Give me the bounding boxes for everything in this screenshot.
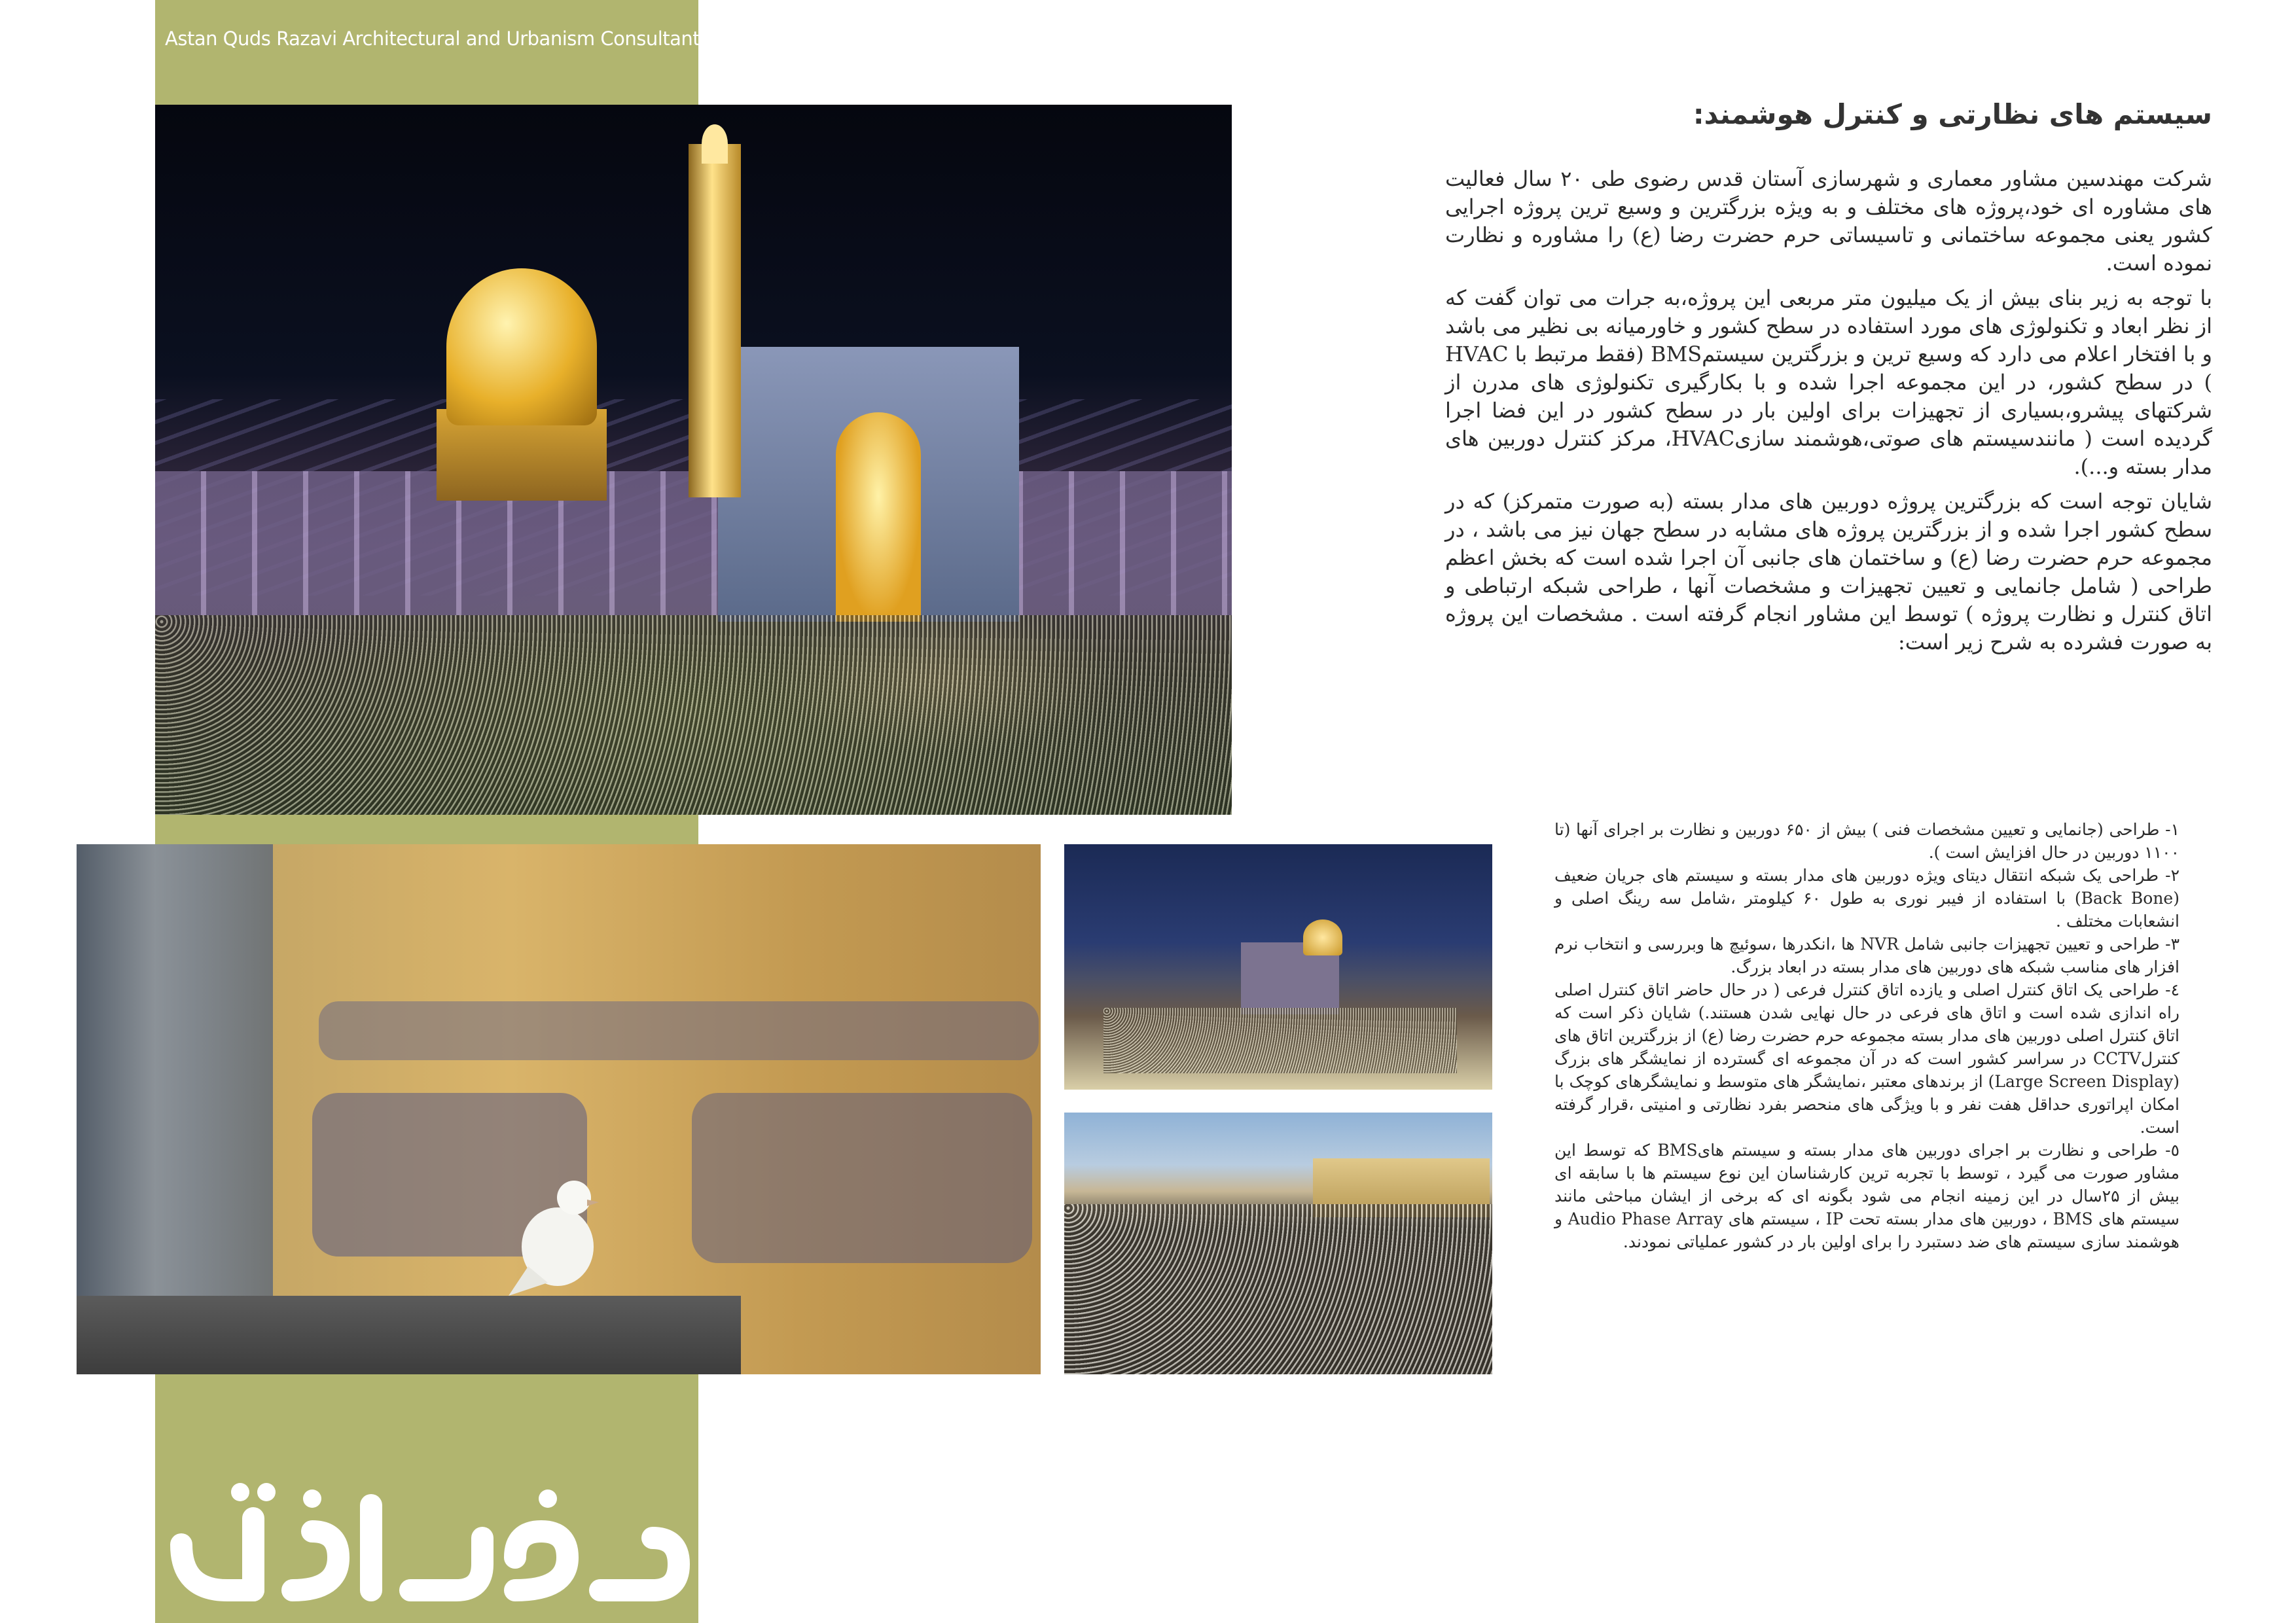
golden-minaret xyxy=(689,144,741,497)
prayer-crowd-photo xyxy=(1064,1113,1492,1374)
intro-text xyxy=(1445,165,2212,663)
dome-calligraphy-panel-right xyxy=(692,1093,1032,1263)
golden-arch xyxy=(836,412,921,622)
top-color-band xyxy=(155,0,698,105)
stone-ledge xyxy=(77,1296,741,1374)
dove-dome-photo xyxy=(77,844,1041,1374)
shrine-night-photo xyxy=(155,105,1232,815)
blurred-minaret xyxy=(77,844,273,1374)
specification-list xyxy=(1554,818,2179,1253)
courtyard-dome xyxy=(1303,919,1342,955)
middle-color-band xyxy=(155,812,698,846)
firm-name: Astan Quds Razavi Architectural and Urbanism Consultant Engineers xyxy=(165,27,797,50)
list-item: ۲- طراحی یک شبکه انتقال دیتای ویژه دوربین های مدار بسته و سیستم های جریان ضعیف (Back Bone) با استفاده از فیبر نوری به طول ۶۰ کیلومتر ،شامل سه رینگ اصلی و انشعابات مختلف . xyxy=(1554,866,2179,931)
quds-razavi-logo xyxy=(155,1466,698,1610)
list-item: ۱- طراحی (جانمایی و تعیین مشخصات فنی ) بیش از ۶۵۰ دوربین و نظارت بر اجرای آنها (تا ۱۱۰۰ دوربین در حال افزایش است ). xyxy=(1554,820,2179,862)
article-heading: سیستم های نظارتی و کنترل هوشمند: xyxy=(1693,98,2212,130)
paragraph: شرکت مهندسین مشاور معماری و شهرسازی آستان قدس رضوی طی ۲۰ سال فعالیت های مشاوره ای خود،پروژه های مختلف و به ویژه بزرگترین و وسیع ترین پروژه اجرایی کشور یعنی مجموعه ساختمانی و تاسیساتی حرم حضرت رضا (ع) را مشاوره و نظارت نموده است. xyxy=(1445,166,2213,276)
dome-calligraphy-band xyxy=(319,1001,1039,1060)
dove-icon xyxy=(502,1168,607,1299)
paragraph: شایان توجه است که بزرگترین پروژه دوربین های مدار بسته (به صورت متمرکز) که در سطح کشور اجرا شده و از بزرگترین پروژه های مشابه در سطح جهان نیز می باشد ، در مجموعه حرم حضرت رضا (ع) و ساختمان های جانبی آن اجرا شده است که بخش اعظم طراحی ( شامل جانمایی و تعیین تجهیزات و مشخصات آنها ، طراحی شبکه ارتباطی و اتاق کنترل و نظارت پروژه ) توسط این مشاور انجام گرفته است . مشخصات این پروژه به صورت فشرده به شرح زیر است: xyxy=(1445,489,2213,654)
prayer-crowd xyxy=(1064,1204,1492,1374)
paragraph: با توجه به زیر بنای بیش از یک میلیون متر مربعی این پروژه،به جرات می توان گفت که از نظر ابعاد و تکنولوژی های مورد استفاده در سطح کشور و خاورمیانه بی نظیر می باشد و با افتخار اعلام می دارد که وسیع ترین و بزرگترین سیستمBMS (فقط مرتبط با HVAC ) در سطح کشور، در این مجموعه اجرا شده و با بکارگیری تکنولوژی های مدرن از شرکتهای پیشرو،بسیاری از تجهیزات برای اولین بار در سطح کشور در این فضا اجرا گردیده است ( مانندسیستم های صوتی،هوشمند سازیHVAC، مرکز کنترل دوربین های مدار بسته و...). xyxy=(1445,285,2213,479)
minaret-top xyxy=(702,124,728,164)
courtyard-crowd xyxy=(1103,1008,1457,1073)
list-item: ٥- طراحی و نظارت بر اجرای دوربین های مدار بسته و سیستم هایBMS که توسط این مشاور صورت می گیرد ، توسط با تجربه ترین کارشناسان این نوع سیستم ها با سابقه ای بیش از ۲۵سال در این زمینه انجام می شود بگونه ای که برخی از ایشان مباحثی مانند سیستم های BMS ، دوربین های مدار بسته تحت IP ، سیستم های Audio Phase Array و هوشمند سازی سیستم های ضد دستبرد را برای اولین بار در کشور عملیاتی نمودند. xyxy=(1554,1141,2180,1251)
pilgrim-crowd xyxy=(155,615,1232,815)
courtyard-night-photo xyxy=(1064,844,1492,1090)
golden-dome xyxy=(446,268,597,425)
list-item: ۳- طراحی و تعیین تجهیزات جانبی شامل NVR ها ،انکدرها ،سوئیچ ها وبررسی و انتخاب نرم افزار های مناسب شبکه های دوربین های مدار بسته در ابعاد بزرگ. xyxy=(1554,935,2179,976)
list-item: ٤- طراحی یک اتاق کنترل اصلی و یازده اتاق کنترل فرعی ( در حال حاضر اتاق کنترل اصلی راه اندازی شده است و اتاق های فرعی در حال نهایی شدن هستند.) شایان ذکر است که اتاق کنترل اصلی دوربین های مدار بسته مجموعه حرم حضرت رضا (ع) از بزرگترین اتاق های کنترلCCTV در سراسر کشور است که در آن مجموعه ای گسترده از نمایشگر های بزرگ (Large Screen Display) از برندهای معتبر ،نمایشگر های متوسط و نمایشگرهای کوچک با امکان اپراتوری حداقل هفت نفر و با ویژگی های منحصر بفرد نظارتی و امنیتی ،قرار گرفته است. xyxy=(1554,980,2179,1137)
